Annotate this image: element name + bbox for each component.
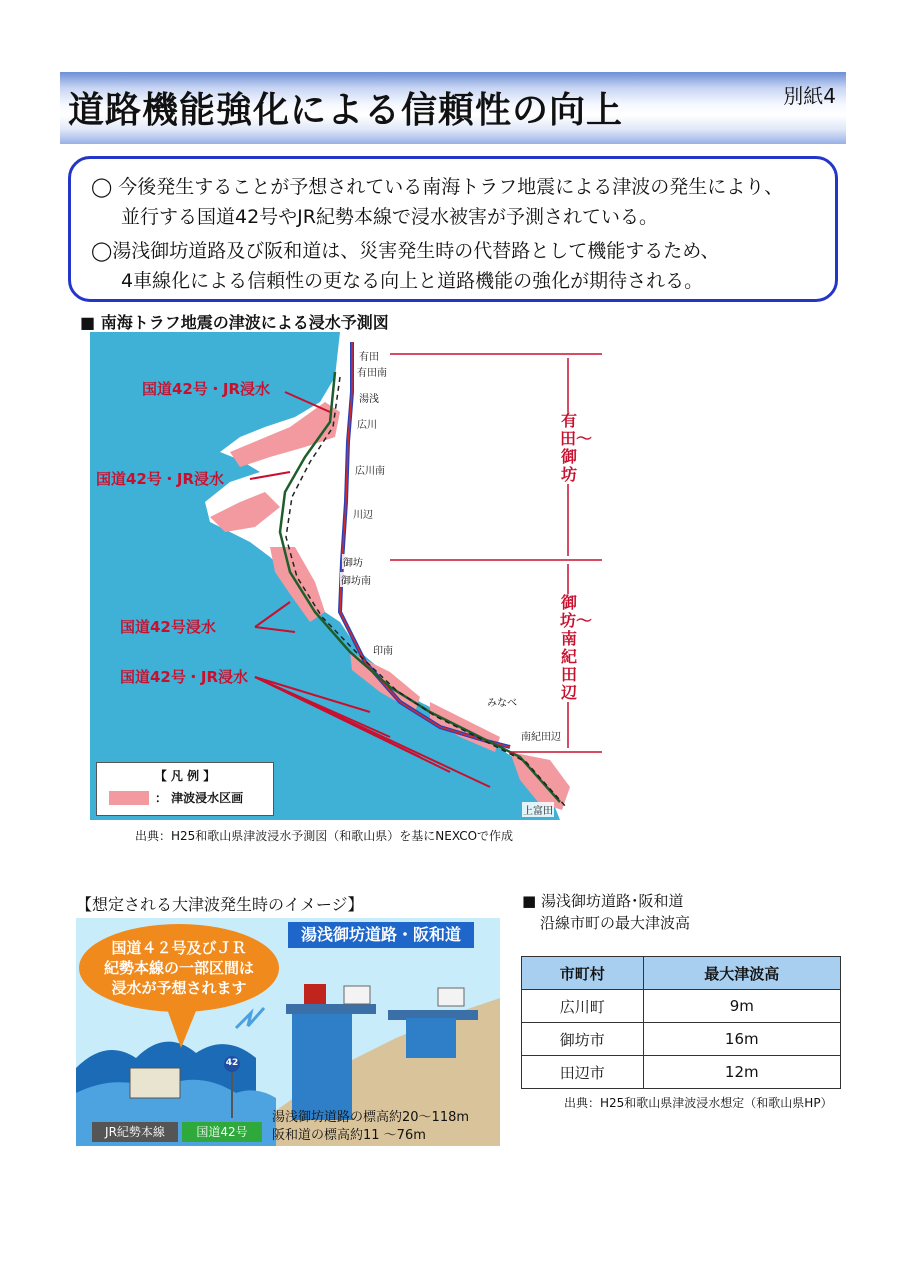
page-title: 道路機能強化による信頼性の向上 xyxy=(68,90,624,131)
cell-height: 16m xyxy=(643,1023,840,1056)
table-title-2: 沿線市町の最大津波高 xyxy=(540,914,691,932)
warning-bubble xyxy=(90,938,268,998)
table-source: 出典：H25和歌山県津波浸水想定（和歌山県HP） xyxy=(564,1096,833,1110)
expressway-banner: 湯浅御坊道路・阪和道 xyxy=(288,922,474,948)
elevation-line-1: 湯浅御坊道路の標高約20〜118m xyxy=(272,1110,470,1125)
place-kamitonda: 上富田 xyxy=(522,802,554,817)
bubble-line-3: 浸水が予想されます xyxy=(111,979,247,997)
table-row xyxy=(522,1023,841,1056)
map-legend xyxy=(96,762,274,816)
place-minabe: みなべ xyxy=(486,694,518,709)
illustration-title: 【想定される大津波発生時のイメージ】 xyxy=(76,895,364,914)
cell-city: 広川町 xyxy=(522,990,644,1023)
page-header xyxy=(60,72,846,144)
legend-swatch xyxy=(109,791,149,805)
map-label-4: 国道42号・JR浸水 xyxy=(120,668,249,686)
place-inami: 印南 xyxy=(372,642,394,657)
legend-title: 【 凡 例 】 xyxy=(154,769,216,783)
map-label-1: 国道42号・JR浸水 xyxy=(142,380,271,398)
summary-line-3: ◯湯浅御坊道路及び阪和道は、災害発生時の代替路として機能するため、 xyxy=(91,240,720,262)
table-row xyxy=(522,1056,841,1089)
cell-height: 12m xyxy=(643,1056,840,1089)
place-kawabe: 川辺 xyxy=(352,506,374,521)
summary-line-4: 4車線化による信頼性の更なる向上と道路機能の強化が期待される。 xyxy=(121,270,704,292)
tsunami-height-table xyxy=(521,956,841,1089)
map-source: 出典：H25和歌山県津波浸水予測図（和歌山県）を基にNEXCOで作成 xyxy=(135,829,514,843)
section-label-1: 有田〜御坊 xyxy=(560,411,593,484)
table-row xyxy=(522,990,841,1023)
place-nanki-tanabe: 南紀田辺 xyxy=(520,728,562,743)
header-city: 市町村 xyxy=(522,957,644,990)
table-title-1: ■ 湯浅御坊道路･阪和道 xyxy=(522,892,684,910)
place-gobo: 御坊 xyxy=(342,554,364,569)
place-hirokawa-minami: 広川南 xyxy=(354,462,386,477)
map-label-2: 国道42号・JR浸水 xyxy=(96,470,225,488)
summary-line-2: 並行する国道42号やJR紀勢本線で浸水被害が予測されている。 xyxy=(121,206,658,228)
place-hirokawa: 広川 xyxy=(356,416,378,431)
elevation-line-2: 阪和道の標高約11 〜76m xyxy=(272,1128,426,1143)
jr-line-tag: JR紀勢本線 xyxy=(92,1122,178,1142)
cell-city: 田辺市 xyxy=(522,1056,644,1089)
tsunami-illustration xyxy=(76,918,500,1146)
route-42-sign: 42 xyxy=(225,1058,239,1068)
legend-item: ： 津波浸水区画 xyxy=(155,791,244,805)
map-section-title: ■ 南海トラフ地震の津波による浸水予測図 xyxy=(80,313,389,332)
place-arida-minami: 有田南 xyxy=(356,364,388,379)
inundation-map xyxy=(90,332,602,820)
place-yuasa: 湯浅 xyxy=(358,390,380,405)
map-label-3: 国道42号浸水 xyxy=(120,618,216,636)
cell-city: 御坊市 xyxy=(522,1023,644,1056)
place-arida: 有田 xyxy=(358,348,380,363)
cell-height: 9m xyxy=(643,990,840,1023)
place-gobo-minami: 御坊南 xyxy=(340,572,372,587)
bubble-line-2: 紀勢本線の一部区間は xyxy=(103,959,254,977)
table-header-row xyxy=(522,957,841,990)
bubble-line-1: 国道４２号及びＪＲ xyxy=(111,939,247,957)
header-height: 最大津波高 xyxy=(643,957,840,990)
summary-box xyxy=(68,156,838,302)
section-label-2: 御坊〜南紀田辺 xyxy=(560,593,593,702)
route-42-tag: 国道42号 xyxy=(182,1122,262,1142)
annex-label: 別紙4 xyxy=(783,84,836,108)
summary-line-1: ◯ 今後発生することが予想されている南海トラフ地震による津波の発生により、 xyxy=(91,176,784,198)
